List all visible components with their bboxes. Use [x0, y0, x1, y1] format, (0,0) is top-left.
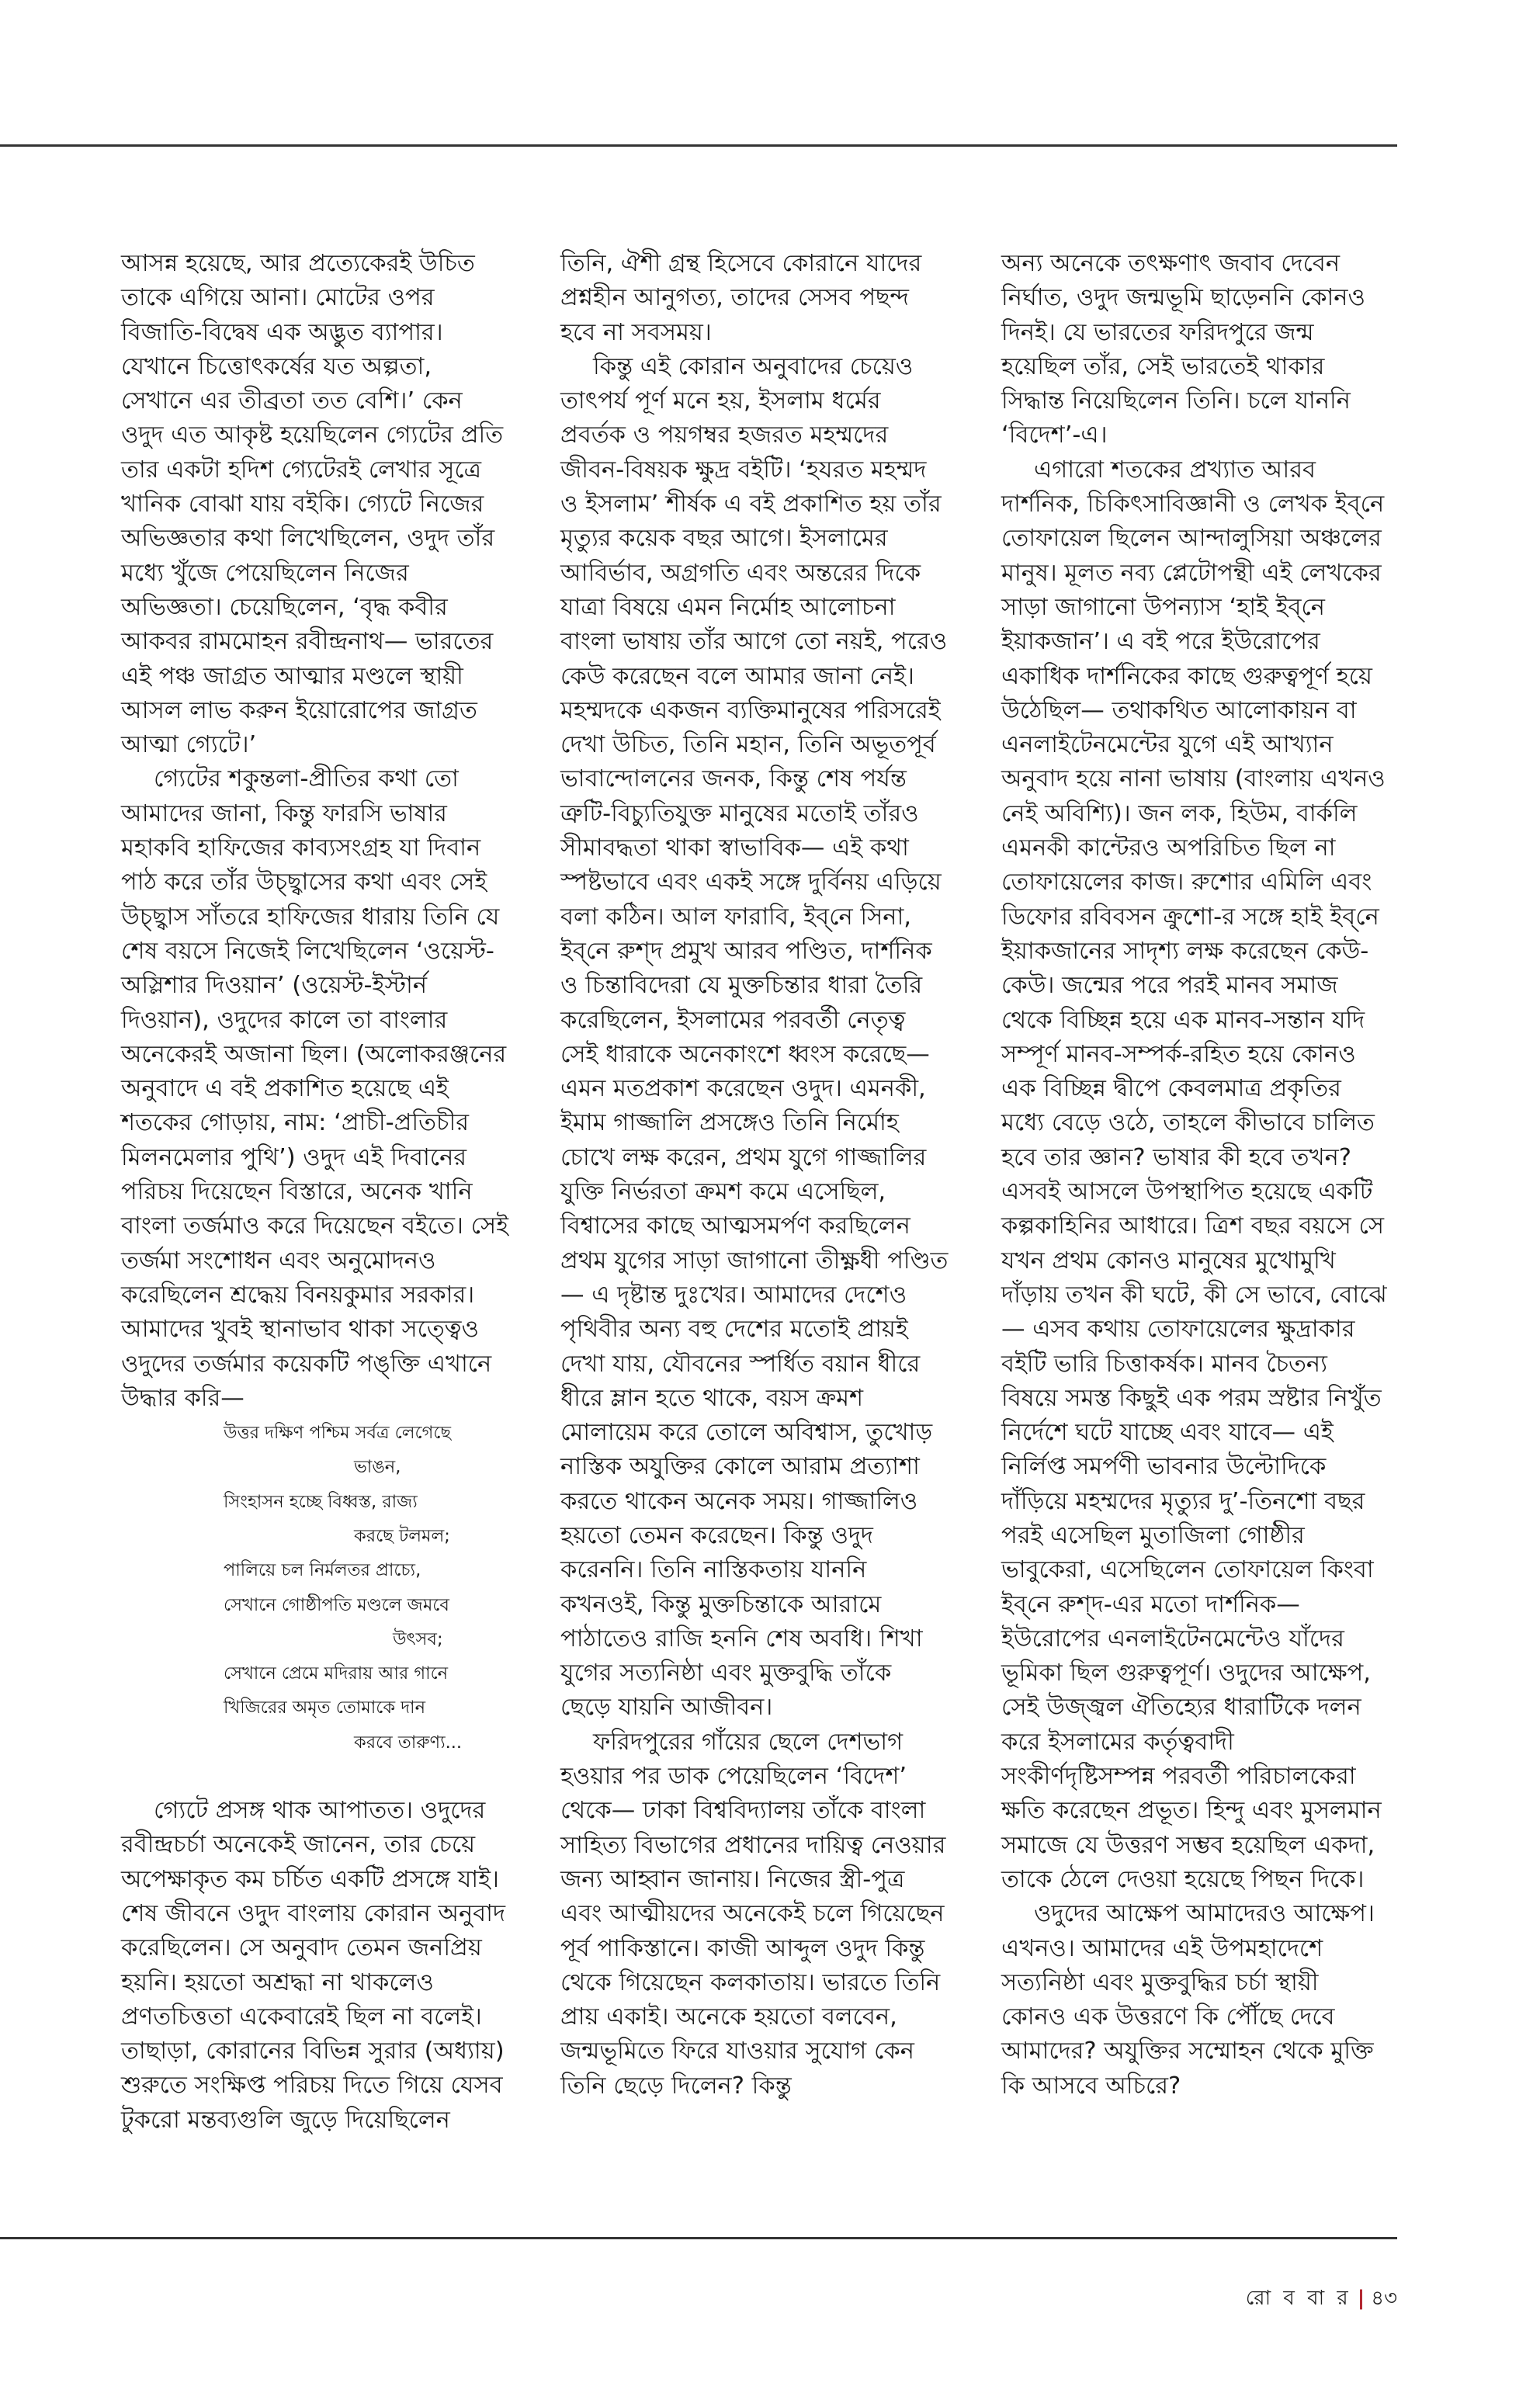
paragraph: তিনি, ঐশী গ্রন্থ হিসেবে কোরানে যাদের প্রশ্নহীন আনুগত্য, তাদের সেসব পছন্দ হবে না সবসময়।	[560, 250, 922, 346]
poem-line: সিংহাসন হচ্ছে বিধ্বস্ত, রাজ্য	[224, 1491, 418, 1512]
magazine-name: রো ব বা র	[1245, 2287, 1351, 2310]
poem-line: করবে তারুণ্য...	[354, 1732, 463, 1753]
paragraph: ফরিদপুরের গাঁয়ের ছেলে দেশভাগ হওয়ার পর ডাক পেয়েছিলেন ‘বিদেশ’ থেকে— ঢাকা বিশ্ববিদ্যালয় তাঁকে বাংলা সাহিত্য বিভাগের প্রধানের দায়িত্ব নেওয়ার জন্য আহ্বান জানায়। নিজের স্ত্রী-পুত্র এবং আত্মীয়দের অনেকেই চলে গিয়েছেন পূর্ব পাকিস্তানে। কাজী আব্দুল ওদুদ কিন্তু থেকে গিয়েছেন কলকাতায়। ভারতে তিনি প্রায় একাই। অনেকে হয়তো বলবেন, জন্মভূমিতে ফিরে যাওয়ার সুযোগ কেন তিনি ছেড়ে দিলেন? কিন্তু	[560, 1728, 946, 2100]
article-column-3	[1001, 247, 1389, 2103]
paragraph: অন্য অনেকে তৎক্ষণাৎ জবাব দেবেন নির্ঘাত, ওদুদ জন্মভূমি ছাড়েননি কোনও দিনই। যে ভারতের ফরিদপুরে জন্ম হয়েছিল তাঁর, সেই ভারতেই থাকার সিদ্ধান্ত নিয়েছিলেন তিনি। চলে যাননি ‘বিদেশ’-এ।	[1001, 250, 1365, 449]
page-number: ৪৩	[1371, 2287, 1397, 2310]
paragraph: এগারো শতকের প্রখ্যাত আরব দার্শনিক, চিকিৎসাবিজ্ঞানী ও লেখক ইব্‌নে তোফায়েল ছিলেন আন্দালুসিয়া অঞ্চলের মানুষ। মূলত নব্য প্লেটোপন্থী এই লেখকের সাড়া জাগানো উপন্যাস ‘হাই ইব্‌নে ইয়াকজান’। এ বই পরে ইউরোপের একাধিক দার্শনিকের কাছে গুরুত্বপূর্ণ হয়ে উঠেছিল— তথাকথিত আলোকায়ন বা এনলাইটেনমেন্টের যুগে এই আখ্যান অনুবাদ হয়ে নানা ভাষায় (বাংলায় এখনও নেই অবিশ্যি)। জন লক, হিউম, বার্কলি এমনকী কান্টেরও অপরিচিত ছিল না তোফায়েলের কাজ। রুশোর এমিলি এবং ডিফোর রবিবসন ক্রুশো-র সঙ্গে হাই ইব্‌নে ইয়াকজানের সাদৃশ্য লক্ষ করেছেন কেউ-কেউ। জন্মের পরে পরই মানব সমাজ থেকে বিচ্ছিন্ন হয়ে এক মানব-সন্তান যদি সম্পূর্ণ মানব-সম্পর্ক-রহিত হয়ে কোনও এক বিচ্ছিন্ন দ্বীপে কেবলমাত্র প্রকৃতির মধ্যে বেড়ে ওঠে, তাহলে কীভাবে চালিত হবে তার জ্ঞান? ভাষার কী হবে তখন? এসবই আসলে উপস্থাপিত হয়েছে একটি কল্পকাহিনির আধারে। ত্রিশ বছর বয়সে সে যখন প্রথম কোনও মানুষের মুখোমুখি দাঁড়ায় তখন কী ঘটে, কী সে ভাবে, বোঝে— এসব কথায় তোফায়েলের ক্ষুদ্রাকার বইটি ভারি চিত্তাকর্ষক। মানব চৈতন্য বিষয়ে সমস্ত কিছুই এক পরম স্রষ্টার নিখুঁত নির্দেশে ঘটে যাচ্ছে এবং যাবে— এই নির্লিপ্ত সমর্পণী ভাবনার উল্টোদিকে দাঁড়িয়ে মহম্মদের মৃত্যুর দু’-তিনশো বছর পরই এসেছিল মুতাজিলা গোষ্ঠীর ভাবুকেরা, এসেছিলেন তোফায়েল কিংবা ইব্‌নে রুশ্‌দ-এর মতো দার্শনিক— ইউরোপের এনলাইটেনমেন্টেও যাঁদের ভূমিকা ছিল গুরুত্বপূর্ণ। ওদুদের আক্ষেপ, সেই উজ্জ্বল ঐতিহ্যের ধারাটিকে দলন করে ইসলামের কর্তৃত্ববাদী সংকীর্ণদৃষ্টিসম্পন্ন পরবর্তী পরিচালকেরা ক্ষতি করেছেন প্রভূত। হিন্দু এবং মুসলমান সমাজে যে উত্তরণ সম্ভব হয়েছিল একদা, তাকে ঠেলে দেওয়া হয়েছে পিছন দিকে।	[1001, 456, 1387, 1893]
poem-line: ভাঙন,	[354, 1457, 401, 1478]
poem-line: খিজিরের অমৃত তোমাকে দান	[224, 1698, 426, 1718]
poem-line: সেখানে গোষ্ঠীপতি মণ্ডলে জমবে	[224, 1594, 449, 1615]
poem-line: উৎসব;	[393, 1628, 443, 1649]
article-column-2	[560, 247, 949, 2103]
bottom-rule	[0, 2237, 1397, 2239]
article-column-1	[121, 247, 509, 2138]
paragraph: আসন্ন হয়েছে, আর প্রত্যেকেরই উচিত তাকে এগিয়ে আনা। মোটের ওপর বিজাতি-বিদ্বেষ এক অদ্ভুত ব্যাপার। যেখানে চিত্তোৎকর্ষের যত অল্পতা, সেখানে এর তীব্রতা তত বেশি।’ কেন ওদুদ এত আকৃষ্ট হয়েছিলেন গ্যেটের প্রতি তার একটা হদিশ গ্যেটেরই লেখার সূত্রে খানিক বোঝা যায় বইকি। গ্যেটে নিজের অভিজ্ঞতার কথা লিখেছিলেন, ওদুদ তাঁর মধ্যে খুঁজে পেয়েছিলেন নিজের অভিজ্ঞতা। চেয়েছিলেন, ‘বৃদ্ধ কবীর আকবর রামমোহন রবীন্দ্রনাথ— ভারতের এই পঞ্চ জাগ্রত আত্মার মণ্ডলে স্থায়ী আসল লাভ করুন ইয়োরোপের জাগ্রত আত্মা গ্যেটে।’	[121, 250, 504, 759]
footer-separator: |	[1357, 2287, 1365, 2310]
poem-line: উত্তর দক্ষিণ পশ্চিম সর্বত্র লেগেছে	[224, 1423, 452, 1444]
poem-line: করছে টলমল;	[354, 1525, 450, 1546]
paragraph: কিন্তু এই কোরান অনুবাদের চেয়েও তাৎপর্য পূর্ণ মনে হয়, ইসলাম ধর্মের প্রবর্তক ও পয়গম্বর হজরত মহম্মদের জীবন-বিষয়ক ক্ষুদ্র বইটি। ‘হযরত মহম্মদ ও ইসলাম’ শীর্ষক এ বই প্রকাশিত হয় তাঁর মৃত্যুর কয়েক বছর আগে। ইসলামের আবির্ভাব, অগ্রগতি এবং অন্তরের দিকে যাত্রা বিষয়ে এমন নির্মোহ আলোচনা বাংলা ভাষায় তাঁর আগে তো নয়ই, পরেও কেউ করেছেন বলে আমার জানা নেই। মহম্মদকে একজন ব্যক্তিমানুষের পরিসরেই দেখা উচিত, তিনি মহান, তিনি অভূতপূর্ব ভাবান্দোলনের জনক, কিন্তু শেষ পর্যন্ত ত্রুটি-বিচ্যুতিযুক্ত মানুষের মতোই তাঁরও সীমাবদ্ধতা থাকা স্বাভাবিক— এই কথা স্পষ্টভাবে এবং একই সঙ্গে দুর্বিনয় এড়িয়ে বলা কঠিন। আল ফারাবি, ইব্‌নে সিনা, ইব্‌নে রুশ্‌দ প্রমুখ আরব পণ্ডিত, দার্শনিক ও চিন্তাবিদেরা যে মুক্তচিন্তার ধারা তৈরি করেছিলেন, ইসলামের পরবর্তী নেতৃত্ব সেই ধারাকে অনেকাংশে ধ্বংস করেছে— এমন মতপ্রকাশ করেছেন ওদুদ। এমনকী, ইমাম গাজ্জালি প্রসঙ্গেও তিনি নির্মোহ চোখে লক্ষ করেন, প্রথম যুগে গাজ্জালির যুক্তি নির্ভরতা ক্রমশ কমে এসেছিল, বিশ্বাসের কাছে আত্মসমর্পণ করছিলেন প্রথম যুগের সাড়া জাগানো তীক্ষ্ণধী পণ্ডিত— এ দৃষ্টান্ত দুঃখের। আমাদের দেশেও পৃথিবীর অন্য বহু দেশের মতোই প্রায়ই দেখা যায়, যৌবনের স্পর্ধিত বয়ান ধীরে ধীরে ম্লান হতে থাকে, বয়স ক্রমশ মোলায়েম করে তোলে অবিশ্বাস, তুখোড় নাস্তিক অযুক্তির কোলে আরাম প্রত্যাশা করতে থাকেন অনেক সময়। গাজ্জালিও হয়তো তেমন করেছেন। কিন্তু ওদুদ করেননি। তিনি নাস্তিকতায় যাননি কখনওই, কিন্তু মুক্তচিন্তাকে আরামে পাঠাতেও রাজি হননি শেষ অবধি। শিখা যুগের সত্যনিষ্ঠা এবং মুক্তবুদ্ধি তাঁকে ছেড়ে যায়নি আজীবন।	[560, 352, 949, 1722]
poem-line: পালিয়ে চল নির্মলতর প্রাচ্যে,	[224, 1560, 421, 1581]
top-rule	[0, 144, 1397, 147]
poem-excerpt	[121, 1416, 509, 1760]
page-footer	[1172, 2282, 1397, 2316]
paragraph: ওদুদের আক্ষেপ আমাদেরও আক্ষেপ। এখনও। আমাদের এই উপমহাদেশে সত্যনিষ্ঠা এবং মুক্তবুদ্ধির চর্চা স্থায়ী কোনও এক উত্তরণে কি পৌঁছে দেবে আমাদের? অযুক্তির সম্মোহন থেকে মুক্তি কি আসবে অচিরে?	[1001, 1900, 1375, 2100]
poem-line: সেখানে প্রেমে মদিরায় আর গানে	[224, 1663, 449, 1684]
paragraph: গ্যেটে প্রসঙ্গ থাক আপাতত। ওদুদের রবীন্দ্রচর্চা অনেকেই জানেন, তার চেয়ে অপেক্ষাকৃত কম চর্চিত একটি প্রসঙ্গে যাই। শেষ জীবনে ওদুদ বাংলায় কোরান অনুবাদ করেছিলেন। সে অনুবাদ তেমন জনপ্রিয় হয়নি। হয়তো অশ্রদ্ধা না থাকলেও প্রণতচিত্ততা একেবারেই ছিল না বলেই। তাছাড়া, কোরানের বিভিন্ন সুরার (অধ্যায়) শুরুতে সংক্ষিপ্ত পরিচয় দিতে গিয়ে যেসব টুকরো মন্তব্যগুলি জুড়ে দিয়েছিলেন	[121, 1797, 505, 2134]
paragraph: গ্যেটের শকুন্তলা-প্রীতির কথা তো আমাদের জানা, কিন্তু ফারসি ভাষার মহাকবি হাফিজের কাব্যসংগ্রহ যা দিবান পাঠ করে তাঁর উচ্ছ্বাসের কথা এবং সেই উচ্ছ্বাস সাঁতরে হাফিজের ধারায় তিনি যে শেষ বয়সে নিজেই লিখেছিলেন ‘ওয়েস্ট-অস্লিশার দিওয়ান’ (ওয়েস্ট-ইস্টার্ন দিওয়ান), ওদুদের কালে তা বাংলার অনেকেরই অজানা ছিল। (অলোকরঞ্জনের অনুবাদে এ বই প্রকাশিত হয়েছে এই শতকের গোড়ায়, নাম: ‘প্রাচী-প্রতিচীর মিলনমেলার পুথি’) ওদুদ এই দিবানের পরিচয় দিয়েছেন বিস্তারে, অনেক খানি বাংলা তর্জমাও করে দিয়েছেন বইতে। সেই তর্জমা সংশোধন এবং অনুমোদনও করেছিলেন শ্রদ্ধেয় বিনয়কুমার সরকার। আমাদের খুবই স্থানাভাব থাকা সত্ত্বেও ওদুদের তর্জমার কয়েকটি পঙ্‌ক্তি এখানে উদ্ধার করি—	[121, 765, 508, 1412]
